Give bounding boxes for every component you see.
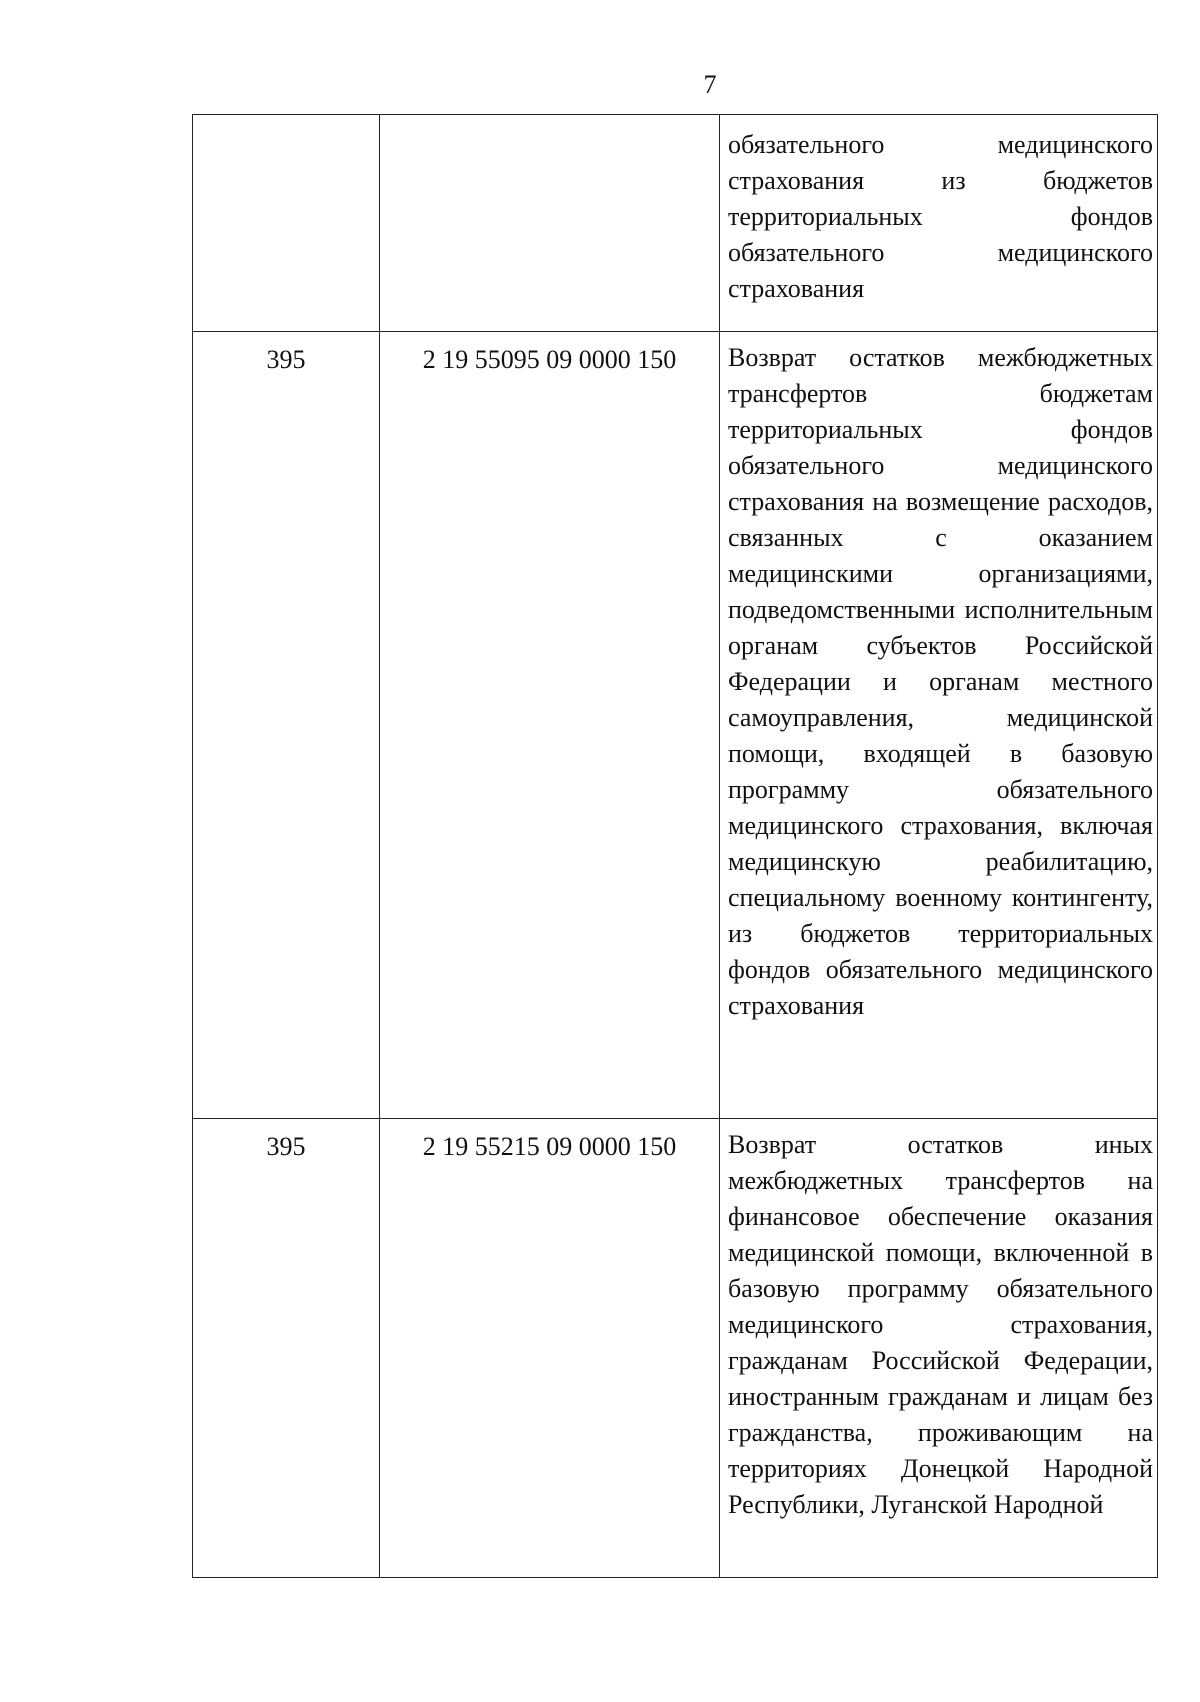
admin-code-cell: 395 — [193, 1119, 380, 1578]
table-row — [193, 1119, 1158, 1578]
budget-code-cell — [380, 115, 720, 332]
page-number: 7 — [703, 70, 717, 99]
description-cell: обязательного медицинского страхования из бюджетов территориальных фондов обязательного медицинского страхования — [720, 115, 1158, 332]
admin-code-cell: 395 — [193, 332, 380, 1119]
table-row — [193, 115, 1158, 332]
description-cell: Возврат остатков межбюджетных трансфертов бюджетам территориальных фондов обязательного медицинского страхования на возмещение расходов, связанных с оказанием медицинскими организациями, подведомственными исполнительным органам субъектов Российской Федерации и органам местного самоуправления, медицинской помощи, входящей в базовую программу обязательного медицинского страхования, включая медицинскую реабилитацию, специальному военному контингенту, из бюджетов территориальных фондов обязательного медицинского страхования — [720, 332, 1158, 1119]
description-cell: Возврат остатков иных межбюджетных трансфертов на финансовое обеспечение оказания медицинской помощи, включенной в базовую программу обязательного медицинского страхования, гражданам Российской Федерации, иностранным гражданам и лицам без гражданства, проживающим на территориях Донецкой Народной Республики, Луганской Народной — [720, 1119, 1158, 1578]
table-row — [193, 332, 1158, 1119]
budget-code-cell: 2 19 55095 09 0000 150 — [380, 332, 720, 1119]
budget-code-cell: 2 19 55215 09 0000 150 — [380, 1119, 720, 1578]
admin-code-cell — [193, 115, 380, 332]
budget-codes-table — [192, 114, 1158, 1578]
